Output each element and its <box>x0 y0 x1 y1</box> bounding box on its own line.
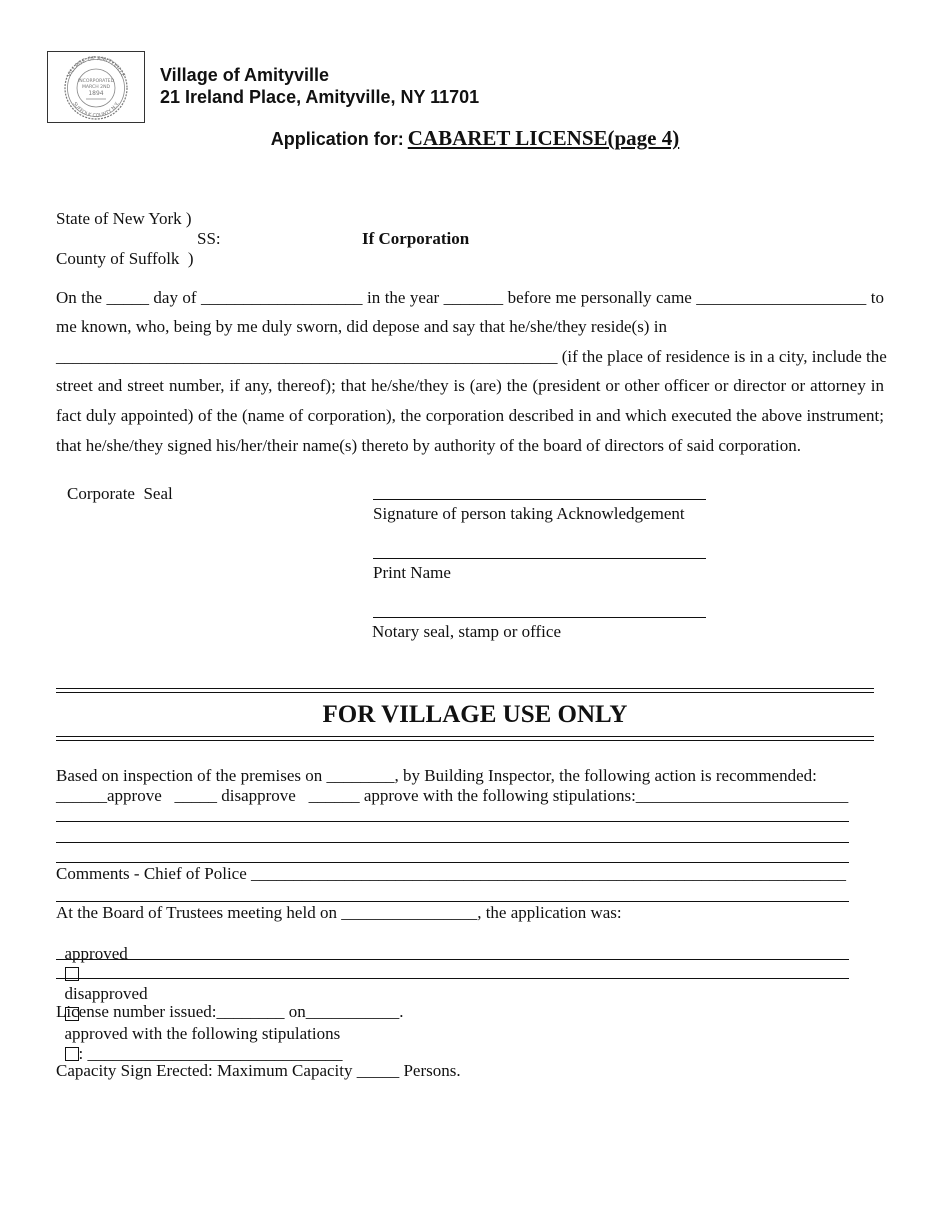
disapproved-label: disapproved <box>64 984 148 1003</box>
board-stipulation-blank-1[interactable] <box>56 959 849 960</box>
application-title-row <box>0 126 950 151</box>
inspection-line: Based on inspection of the premises on ________, by Building Inspector, the following action is recommended: <box>56 766 817 785</box>
license-number-line: License number issued:________ on___________. <box>56 1002 404 1021</box>
ack-line-6: that he/she/they signed his/her/their name(s) thereto by authority of the board of directors of said corporation. <box>56 436 801 455</box>
ack-line-4: street and street number, if any, thereof); that he/she/they is (are) the (president or other officer or director or attorney in <box>56 376 884 395</box>
capacity-sign-line: Capacity Sign Erected: Maximum Capacity _____ Persons. <box>56 1061 461 1080</box>
police-comments-blank[interactable] <box>56 901 849 902</box>
print-name-label: Print Name <box>373 563 451 582</box>
board-meeting-line: At the Board of Trustees meeting held on ________________, the application was: <box>56 903 622 922</box>
notary-label: Notary seal, stamp or office <box>372 622 561 641</box>
print-name-line[interactable] <box>373 558 706 559</box>
police-comments-line: Comments - Chief of Police ______________________________________________________________________ <box>56 864 847 883</box>
village-seal-logo <box>47 51 145 123</box>
stipulation-blank-1[interactable] <box>56 821 849 822</box>
seal-year-text: 1894 <box>88 90 104 97</box>
org-address: 21 Ireland Place, Amityville, NY 11701 <box>160 87 480 107</box>
notary-line[interactable] <box>373 617 706 618</box>
application-title: CABARET LICENSE(page 4) <box>407 126 680 150</box>
board-stipulation-blank-2[interactable] <box>56 978 849 979</box>
ack-line-3: ___________________________________________________________ (if the place of residence is in a city, include the <box>56 347 887 366</box>
stipulations-tail: : ______________________________ <box>78 1044 343 1063</box>
application-prefix: Application for: <box>270 129 404 149</box>
stipulation-blank-3[interactable] <box>56 862 849 863</box>
stipulation-blank-2[interactable] <box>56 842 849 843</box>
corporate-seal-label: Corporate Seal <box>67 484 173 503</box>
divider-top-2 <box>56 692 874 693</box>
divider-top-1 <box>56 688 874 689</box>
recommendation-options: ______approve _____ disapprove ______ approve with the following stipulations:_________________________ <box>56 786 849 805</box>
divider-bottom-1 <box>56 736 874 737</box>
stipulations-label: approved with the following stipulations <box>64 1024 341 1043</box>
board-decision-row <box>56 924 342 1064</box>
ack-line-2: me known, who, being by me duly sworn, did depose and say that he/she/they reside(s) in <box>56 317 667 336</box>
stipulations-checkbox[interactable] <box>65 1047 79 1061</box>
signature-line[interactable] <box>373 499 706 500</box>
signature-label: Signature of person taking Acknowledgement <box>373 504 685 523</box>
seal-bottom-text: SUFFOLK COUNTY N.Y. <box>71 101 121 120</box>
seal-middle-text-2: MARCH 2ND <box>81 85 111 90</box>
org-name: Village of Amityville <box>160 65 330 85</box>
venue-ss: SS: <box>197 229 221 248</box>
if-corporation-heading: If Corporation <box>362 229 470 248</box>
village-use-title: FOR VILLAGE USE ONLY <box>322 701 628 728</box>
divider-bottom-2 <box>56 740 874 741</box>
approved-label: approved <box>64 944 128 963</box>
village-seal-icon <box>58 55 134 121</box>
ack-line-1: On the _____ day of ___________________ in the year _______ before me personally came ____________________ to <box>56 288 884 307</box>
seal-top-text: VILLAGE OF AMITYVILLE <box>66 55 126 79</box>
seal-middle-text-1: INCORPORATED <box>77 79 115 84</box>
ack-line-5: fact duly appointed) of the (name of corporation), the corporation described in and which executed the above instrument; <box>56 406 884 425</box>
venue-state: State of New York ) <box>56 209 192 228</box>
venue-county: County of Suffolk ) <box>56 249 194 268</box>
